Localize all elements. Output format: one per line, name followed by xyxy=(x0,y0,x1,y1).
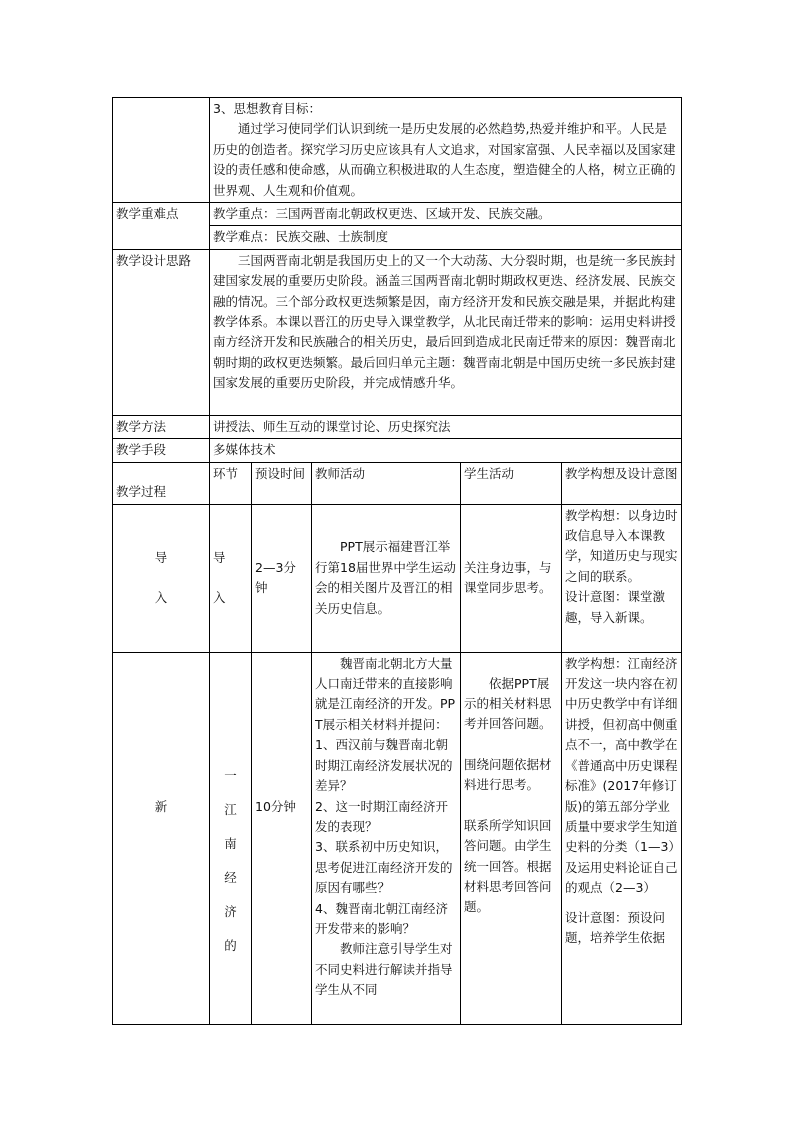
goals-paragraph: 通过学习使同学们认识到统一是历史发展的必然趋势,热爱并维护和平。人民是历史的创造者。探究学习历史应该具有人文追求，对国家富强、人民幸福以及国家建设的责任感和使命感，从而确立积极进取的人生态度，塑造健全的人格，树立正确的世界观、人生观和价值观。 xyxy=(213,121,676,198)
new-question-1: 1、西汉前与魏晋南北朝时期江南经济发展状况的差异？ xyxy=(315,737,453,794)
header-teacher: 教师活动 xyxy=(312,462,461,504)
header-student: 学生活动 xyxy=(461,462,562,504)
new-stage-char-2: 江 xyxy=(224,801,237,817)
new-stage-cell xyxy=(210,652,252,1024)
new-stage-char-4: 经 xyxy=(224,869,237,885)
intro-student-cell: 关注身边事，与课堂同步思考。 xyxy=(461,504,562,652)
new-student-1: 依据PPT展示的相关材料思考并回答问题。 xyxy=(464,675,552,732)
intro-teacher-cell: PPT展示福建晋江举行第18届世界中学生运动会的相关图片及晋江的相关历史信息。 xyxy=(312,504,461,652)
key-point-cell: 教学重点：三国两晋南北朝政权更迭、区域开发、民族交融。 xyxy=(210,203,682,226)
process-label: 教学过程 xyxy=(113,462,210,504)
intro-row xyxy=(113,504,682,652)
goals-row xyxy=(113,98,682,203)
header-intent: 教学构想及设计意图 xyxy=(562,462,682,504)
new-student-3: 联系所学知识回答问题。由学生统一回答。根据材料思考回答问题。 xyxy=(464,817,552,915)
new-stage-char-3: 南 xyxy=(224,835,237,851)
new-stage-char-5: 济 xyxy=(224,903,237,919)
lesson-plan-table xyxy=(112,97,682,1025)
method-value: 讲授法、师生互动的课堂讨论、历史探究法 xyxy=(210,415,682,438)
new-student-2: 围绕问题依据材料进行思考。 xyxy=(464,756,552,793)
design-label: 教学设计思路 xyxy=(113,249,210,415)
means-label: 教学手段 xyxy=(113,439,210,462)
new-section-cell xyxy=(113,652,210,1024)
intro-section-char-2: 入 xyxy=(154,590,168,606)
goals-heading: 3、思想教育目标： xyxy=(213,101,321,116)
new-question-2: 2、这一时期江南经济开发的表现？ xyxy=(315,798,448,834)
intro-time-cell: 2—3分钟 xyxy=(252,504,312,652)
new-lesson-row xyxy=(113,652,682,1024)
difficult-point-cell: 教学难点：民族交融、士族制度 xyxy=(210,226,682,249)
key-point-row xyxy=(113,203,682,226)
intro-section-cell xyxy=(113,504,210,652)
design-paragraph: 三国两晋南北朝是我国历史上的又一个大动荡、大分裂时期，也是统一多民族封建国家发展的重要历史阶段。涵盖三国两晋南北朝时期政权更迭、经济发展、民族交融的情况。三个部分政权更迭频繁是因，南方经济开发和民族交融是果，并据此构建教学体系。本课以晋江的历史导入课堂教学，从北民南迁带来的影响：运用史料讲授南方经济开发和民族融合的相关历史，最后回到造成北民南迁带来的原因：魏晋南北朝时期的政权更迭频繁。最后回归单元主题：魏晋南北朝是中国历史统一多民族封建国家发展的重要历史阶段，并完成情感升华。 xyxy=(210,249,682,415)
new-student-cell xyxy=(461,652,562,1024)
new-intent-1: 教学构想：江南经济开发这一块内容在初中历史教学中有详细讲授，但初高中侧重点不一，高中教学在《普通高中历史课程标准》(2017年修订版)的第五部分学业质量中要求学生知道史料的分类（1—3）及运用史料论证自己的观点（2—3） xyxy=(565,655,678,896)
method-label: 教学方法 xyxy=(113,415,210,438)
lesson-plan-page xyxy=(112,97,681,1025)
new-teacher-cell xyxy=(312,652,461,1024)
method-row xyxy=(113,415,682,438)
goals-label-cell xyxy=(113,98,210,203)
intro-section-char-1: 导 xyxy=(154,549,168,565)
intro-intent-cell xyxy=(562,504,682,652)
new-question-4: 4、魏晋南北朝江南经济开发带来的影响？ xyxy=(315,900,448,936)
new-time-cell: 10分钟 xyxy=(252,652,312,1024)
key-points-label: 教学重难点 xyxy=(113,203,210,250)
new-teacher-note: 教师注意引导学生对不同史料进行解读并指导学生从不同 xyxy=(315,941,453,998)
goals-cell xyxy=(210,98,682,203)
means-value: 多媒体技术 xyxy=(210,439,682,462)
header-stage: 环节 xyxy=(210,462,252,504)
new-section-char: 新 xyxy=(154,798,168,814)
new-stage-char-6: 的 xyxy=(224,937,237,953)
process-header-row xyxy=(113,462,682,504)
design-row xyxy=(113,249,682,415)
new-intent-2: 设计意图：预设问题，培养学生依据 xyxy=(565,909,666,945)
intro-stage-char-1: 导 xyxy=(213,549,226,565)
intro-stage-char-2: 入 xyxy=(213,590,226,606)
means-row xyxy=(113,439,682,462)
new-teacher-intro: 魏晋南北朝北方大量人口南迁带来的直接影响就是江南经济的开发。PPT展示相关材料并提问： xyxy=(315,655,456,732)
intro-stage-cell xyxy=(210,504,252,652)
new-question-3: 3、联系初中历史知识，思考促进江南经济开发的原因有哪些？ xyxy=(315,839,453,896)
header-time: 预设时间 xyxy=(252,462,312,504)
new-stage-char-1: 一 xyxy=(224,767,237,783)
intro-intent-1: 教学构想：以身边时政信息导入本课教学，知道历史与现实之间的联系。 xyxy=(565,507,678,584)
new-intent-cell xyxy=(562,652,682,1024)
intro-intent-2: 设计意图：课堂激趣，导入新课。 xyxy=(565,589,666,625)
